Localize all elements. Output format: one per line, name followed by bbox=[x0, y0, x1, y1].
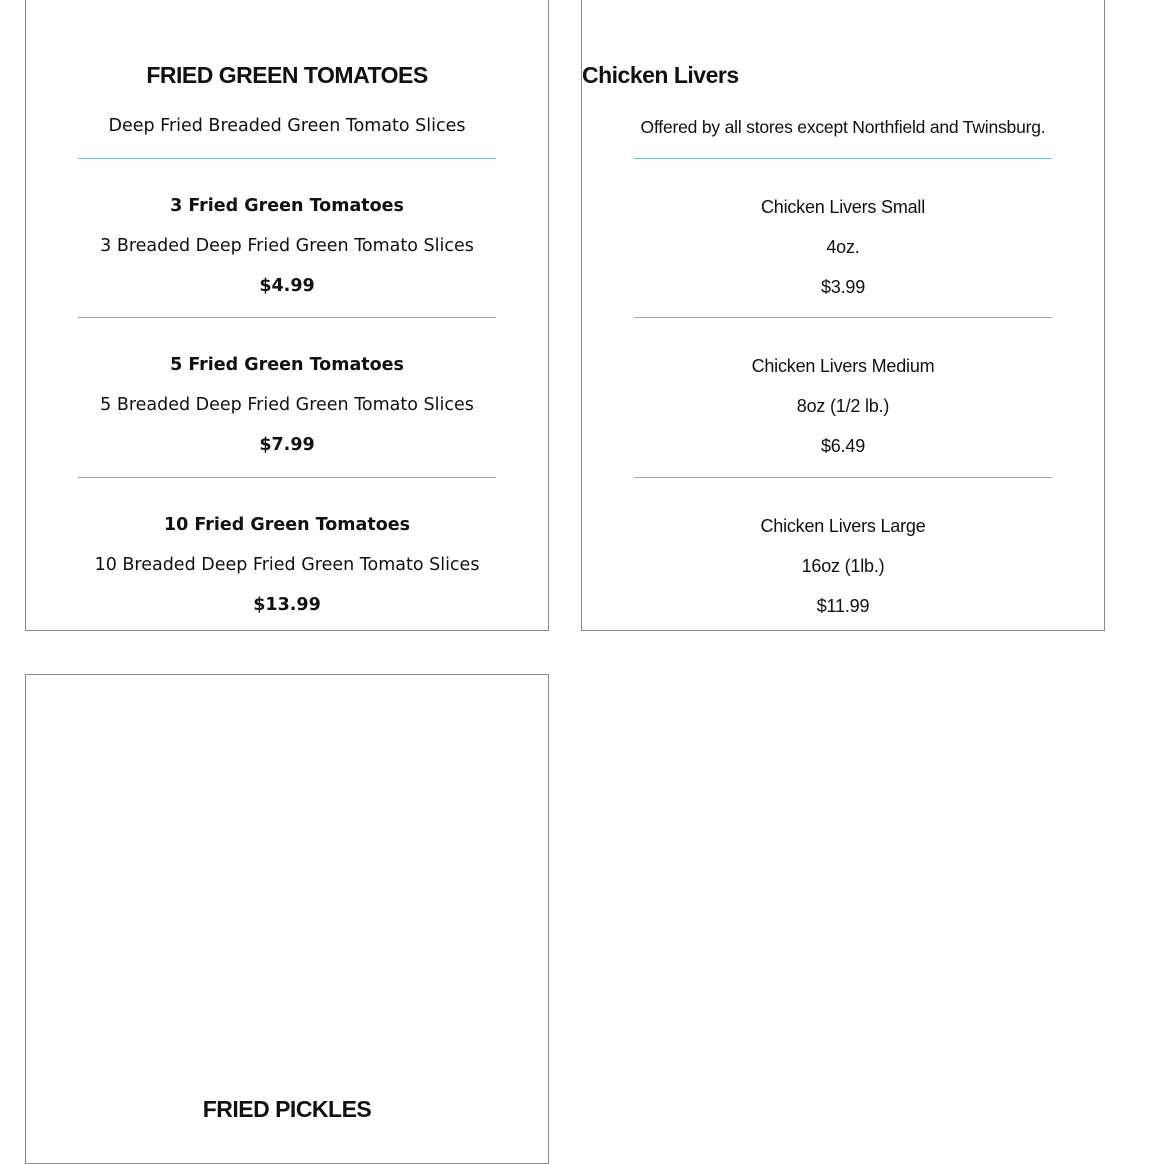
menu-item-price: $11.99 bbox=[816, 596, 870, 616]
menu-item-price: $4.99 bbox=[259, 276, 315, 296]
card-description: Offered by all stores except Northfield and Twinsburg. bbox=[640, 117, 1046, 137]
menu-item-detail: 4oz. bbox=[826, 237, 860, 257]
menu-item[interactable] bbox=[582, 506, 1104, 626]
menu-item-name: 10 Fried Green Tomatoes bbox=[163, 515, 411, 535]
menu-item-price: $6.49 bbox=[820, 436, 866, 456]
menu-item[interactable] bbox=[26, 505, 548, 625]
menu-item-price: $7.99 bbox=[259, 435, 315, 455]
menu-item-detail: 8oz (1/2 lb.) bbox=[796, 396, 890, 416]
menu-item[interactable] bbox=[26, 186, 548, 306]
menu-item-detail: 3 Breaded Deep Fried Green Tomato Slices bbox=[100, 236, 474, 256]
divider bbox=[78, 158, 496, 159]
fried-pickles-card bbox=[25, 674, 549, 1164]
menu-item[interactable] bbox=[582, 346, 1104, 466]
card-title: FRIED PICKLES bbox=[202, 1096, 372, 1122]
menu-item-price: $3.99 bbox=[820, 277, 866, 297]
divider bbox=[634, 158, 1052, 159]
menu-item[interactable] bbox=[26, 345, 548, 465]
menu-item-detail: 16oz (1lb.) bbox=[801, 556, 885, 576]
divider bbox=[634, 317, 1052, 318]
menu-item-name: Chicken Livers Small bbox=[760, 197, 926, 217]
menu-item-name: 5 Fried Green Tomatoes bbox=[170, 355, 404, 375]
divider bbox=[78, 477, 496, 478]
menu-item[interactable] bbox=[582, 187, 1104, 307]
card-description: Deep Fried Breaded Green Tomato Slices bbox=[108, 116, 466, 136]
menu-item-name: Chicken Livers Large bbox=[760, 516, 926, 536]
menu-item-price: $13.99 bbox=[253, 595, 321, 615]
menu-item-name: Chicken Livers Medium bbox=[751, 356, 935, 376]
menu-item-name: 3 Fried Green Tomatoes bbox=[170, 196, 404, 216]
fried-green-tomatoes-card bbox=[25, 0, 549, 631]
card-title: FRIED GREEN TOMATOES bbox=[146, 62, 428, 88]
divider bbox=[634, 477, 1052, 478]
divider bbox=[78, 317, 496, 318]
card-title: Chicken Livers bbox=[582, 62, 739, 88]
menu-item-detail: 5 Breaded Deep Fried Green Tomato Slices bbox=[100, 395, 474, 415]
chicken-livers-card bbox=[581, 0, 1105, 631]
menu-item-detail: 10 Breaded Deep Fried Green Tomato Slices bbox=[94, 555, 480, 575]
